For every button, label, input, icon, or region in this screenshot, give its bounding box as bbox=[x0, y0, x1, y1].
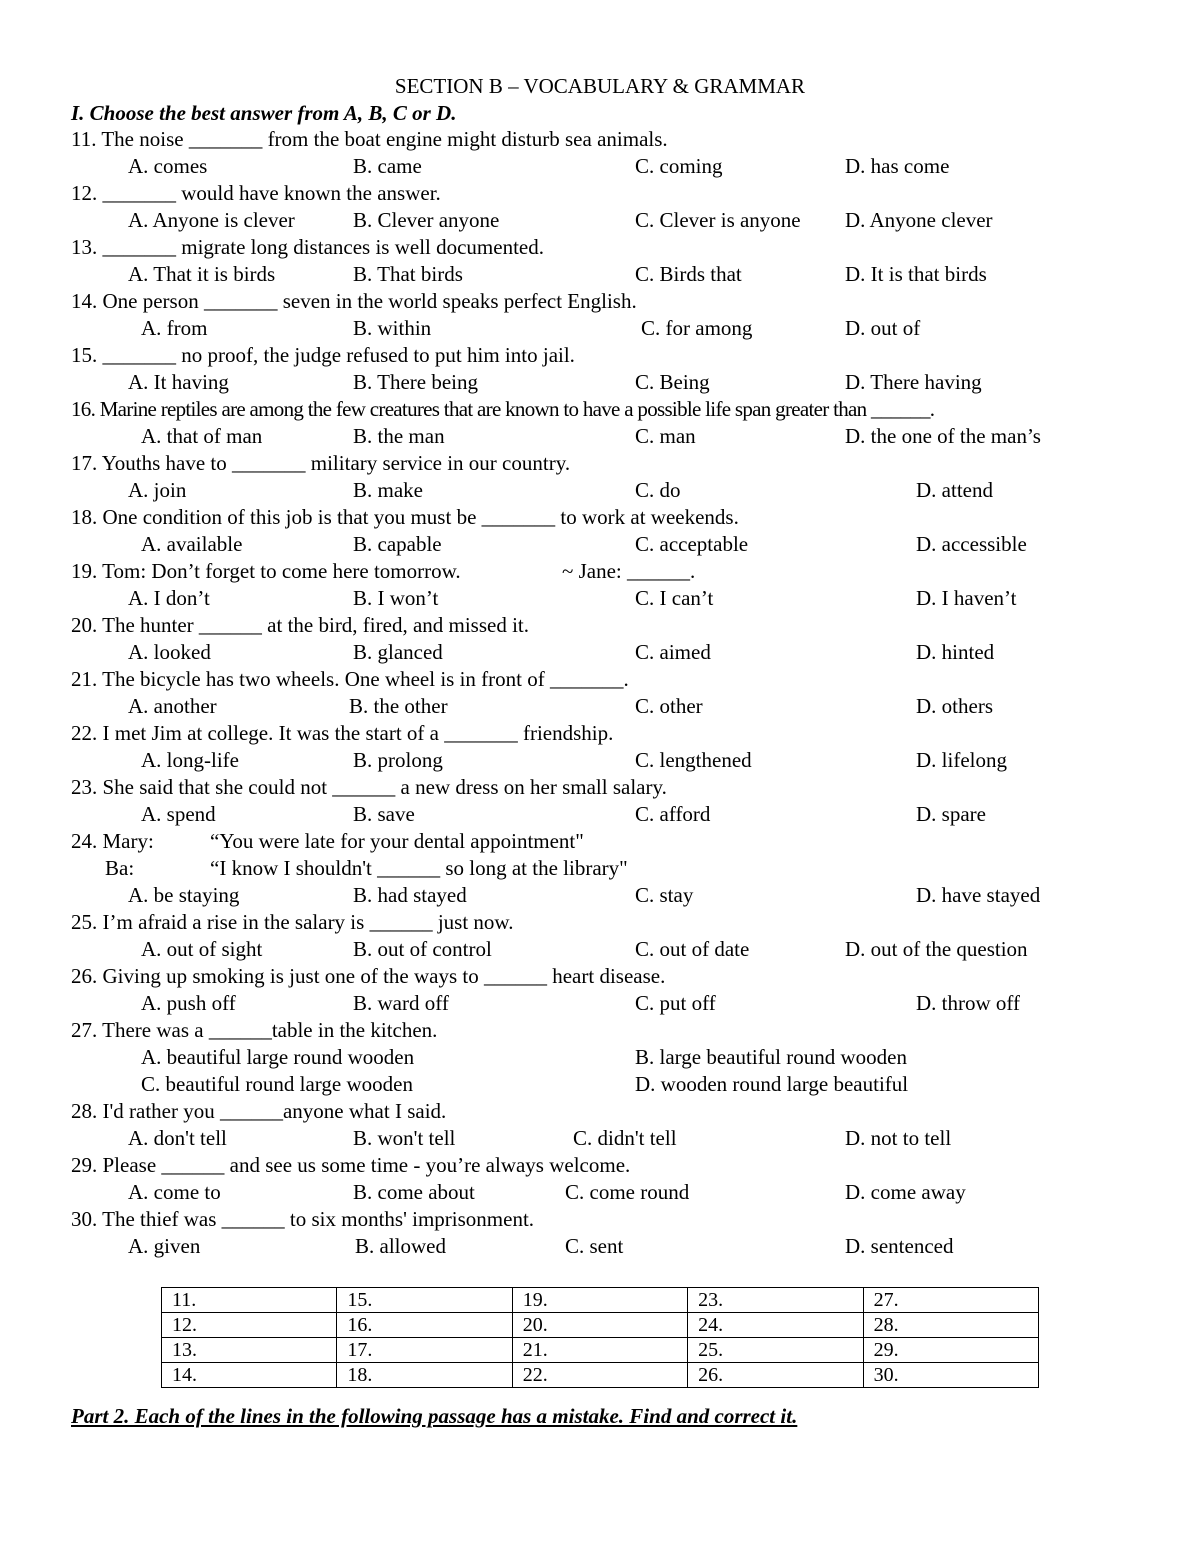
answer-grid-row bbox=[162, 1338, 1039, 1363]
option-a[interactable]: A. that of man bbox=[141, 424, 263, 448]
answer-grid-row bbox=[162, 1363, 1039, 1388]
option-d[interactable]: D. There having bbox=[845, 370, 982, 394]
option-b[interactable]: B. capable bbox=[353, 532, 442, 556]
answer-cell[interactable]: 18. bbox=[337, 1363, 512, 1388]
option-c[interactable]: C. other bbox=[635, 694, 703, 718]
question-21 bbox=[71, 666, 1151, 720]
answer-cell[interactable]: 15. bbox=[337, 1288, 512, 1313]
option-a[interactable]: A. push off bbox=[141, 991, 236, 1015]
option-b[interactable]: B. ward off bbox=[353, 991, 449, 1015]
question-stem: 12. _______ would have known the answer. bbox=[71, 181, 441, 205]
question-20 bbox=[71, 612, 1151, 666]
question-stem: 11. The noise _______ from the boat engine might disturb sea animals. bbox=[71, 127, 668, 151]
option-a[interactable]: A. join bbox=[128, 478, 187, 502]
question-14 bbox=[71, 288, 1151, 342]
question-stem: 28. I'd rather you ______anyone what I said. bbox=[71, 1099, 447, 1123]
answer-grid bbox=[161, 1287, 1039, 1388]
question-stem: 24. Mary: bbox=[71, 829, 154, 853]
option-c[interactable]: C. for among bbox=[641, 316, 753, 340]
option-c[interactable]: C. afford bbox=[635, 802, 711, 826]
answer-cell[interactable]: 21. bbox=[512, 1338, 687, 1363]
option-b[interactable]: B. Clever anyone bbox=[353, 208, 500, 232]
option-c[interactable]: C. I can’t bbox=[635, 586, 714, 610]
section-title: SECTION B – VOCABULARY & GRAMMAR bbox=[394, 74, 806, 98]
option-d[interactable]: D. lifelong bbox=[916, 748, 1007, 772]
option-a[interactable]: A. I don’t bbox=[128, 586, 210, 610]
question-stem: 25. I’m afraid a rise in the salary is ______ just now. bbox=[71, 910, 514, 934]
option-c[interactable]: C. aimed bbox=[635, 640, 711, 664]
option-a[interactable]: A. It having bbox=[128, 370, 229, 394]
question-15 bbox=[71, 342, 1151, 396]
option-c[interactable]: C. man bbox=[635, 424, 696, 448]
answer-grid-row bbox=[162, 1288, 1039, 1313]
option-b[interactable]: B. make bbox=[353, 478, 423, 502]
option-d[interactable]: D. sentenced bbox=[845, 1234, 954, 1258]
question-stem-reply: ~ Jane: ______. bbox=[562, 559, 696, 583]
option-d[interactable]: D. accessible bbox=[916, 532, 1027, 556]
option-d[interactable]: D. come away bbox=[845, 1180, 966, 1204]
question-stem: 22. I met Jim at college. It was the start of a _______ friendship. bbox=[71, 721, 614, 745]
question-stem: 23. She said that she could not ______ a new dress on her small salary. bbox=[71, 775, 667, 799]
option-d[interactable]: D. has come bbox=[845, 154, 950, 178]
option-c[interactable]: C. beautiful round large wooden bbox=[141, 1072, 413, 1096]
speaker-label: Ba: bbox=[105, 856, 135, 880]
option-a[interactable]: A. Anyone is clever bbox=[128, 208, 295, 232]
dialogue-line: “You were late for your dental appointment" bbox=[210, 829, 584, 853]
option-b[interactable]: B. out of control bbox=[353, 937, 492, 961]
answer-cell[interactable]: 11. bbox=[162, 1288, 337, 1313]
option-a[interactable]: A. be staying bbox=[128, 883, 240, 907]
answer-cell[interactable]: 17. bbox=[337, 1338, 512, 1363]
question-25 bbox=[71, 909, 1151, 963]
question-stem: 19. Tom: Don’t forget to come here tomorrow. bbox=[71, 559, 461, 583]
question-stem: 21. The bicycle has two wheels. One wheel is in front of _______. bbox=[71, 667, 629, 691]
option-a[interactable]: A. comes bbox=[128, 154, 208, 178]
answer-cell[interactable]: 24. bbox=[688, 1313, 863, 1338]
option-b[interactable]: B. come about bbox=[353, 1180, 475, 1204]
option-d[interactable]: D. spare bbox=[916, 802, 986, 826]
option-a[interactable]: A. That it is birds bbox=[128, 262, 276, 286]
option-c[interactable]: C. do bbox=[635, 478, 681, 502]
question-23 bbox=[71, 774, 1151, 828]
answer-cell[interactable]: 14. bbox=[162, 1363, 337, 1388]
option-b[interactable]: B. save bbox=[353, 802, 415, 826]
question-stem: 13. _______ migrate long distances is well documented. bbox=[71, 235, 544, 259]
question-28 bbox=[71, 1098, 1151, 1152]
answer-cell[interactable]: 30. bbox=[863, 1363, 1038, 1388]
answer-cell[interactable]: 23. bbox=[688, 1288, 863, 1313]
option-d[interactable]: D. hinted bbox=[916, 640, 995, 664]
option-c[interactable]: C. sent bbox=[565, 1234, 624, 1258]
answer-cell[interactable]: 25. bbox=[688, 1338, 863, 1363]
question-stem: 30. The thief was ______ to six months' imprisonment. bbox=[71, 1207, 535, 1231]
question-12 bbox=[71, 180, 1151, 234]
option-d[interactable]: D. have stayed bbox=[916, 883, 1041, 907]
question-list bbox=[71, 126, 1151, 1260]
answer-cell[interactable]: 16. bbox=[337, 1313, 512, 1338]
answer-cell[interactable]: 19. bbox=[512, 1288, 687, 1313]
question-stem: 16. Marine reptiles are among the few creatures that are known to have a possible life span greater than ______. bbox=[71, 397, 935, 421]
option-c[interactable]: C. coming bbox=[635, 154, 723, 178]
option-d[interactable]: D. wooden round large beautiful bbox=[635, 1072, 909, 1096]
answer-cell[interactable]: 22. bbox=[512, 1363, 687, 1388]
question-stem: 20. The hunter ______ at the bird, fired, and missed it. bbox=[71, 613, 530, 637]
option-c[interactable]: C. lengthened bbox=[635, 748, 752, 772]
answer-cell[interactable]: 29. bbox=[863, 1338, 1038, 1363]
question-13 bbox=[71, 234, 1151, 288]
dialogue-line: “I know I shouldn't ______ so long at the library" bbox=[210, 856, 628, 880]
question-18 bbox=[71, 504, 1151, 558]
answer-cell[interactable]: 27. bbox=[863, 1288, 1038, 1313]
option-b[interactable]: B. the man bbox=[353, 424, 445, 448]
option-b[interactable]: B. I won’t bbox=[353, 586, 439, 610]
option-c[interactable]: C. Clever is anyone bbox=[635, 208, 801, 232]
part2-heading: Part 2. Each of the lines in the following passage has a mistake. Find and correct it. bbox=[71, 1404, 798, 1428]
question-stem: 27. There was a ______table in the kitchen. bbox=[71, 1018, 438, 1042]
answer-cell[interactable]: 28. bbox=[863, 1313, 1038, 1338]
option-d[interactable]: D. attend bbox=[916, 478, 993, 502]
option-c[interactable]: C. out of date bbox=[635, 937, 750, 961]
option-b[interactable]: B. the other bbox=[349, 694, 448, 718]
question-11 bbox=[71, 126, 1151, 180]
option-d[interactable]: D. the one of the man’s bbox=[845, 424, 1041, 448]
option-b[interactable]: B. There being bbox=[353, 370, 478, 394]
option-d[interactable]: D. Anyone clever bbox=[845, 208, 993, 232]
question-30 bbox=[71, 1206, 1151, 1260]
option-a[interactable]: A. out of sight bbox=[141, 937, 263, 961]
option-c[interactable]: C. didn't tell bbox=[573, 1126, 677, 1150]
question-stem: 29. Please ______ and see us some time - you’re always welcome. bbox=[71, 1153, 631, 1177]
option-d[interactable]: D. out of bbox=[845, 316, 921, 340]
option-d[interactable]: D. not to tell bbox=[845, 1126, 952, 1150]
option-b[interactable]: B. won't tell bbox=[353, 1126, 456, 1150]
option-d[interactable]: D. I haven’t bbox=[916, 586, 1017, 610]
instruction: I. Choose the best answer from A, B, C or D. bbox=[71, 101, 457, 125]
option-c[interactable]: C. Birds that bbox=[635, 262, 742, 286]
question-29 bbox=[71, 1152, 1151, 1206]
answer-cell[interactable]: 26. bbox=[688, 1363, 863, 1388]
option-a[interactable]: A. from bbox=[141, 316, 208, 340]
question-16 bbox=[71, 396, 1151, 450]
answer-cell[interactable]: 13. bbox=[162, 1338, 337, 1363]
option-c[interactable]: C. come round bbox=[565, 1180, 690, 1204]
answer-cell[interactable]: 20. bbox=[512, 1313, 687, 1338]
option-b[interactable]: B. prolong bbox=[353, 748, 443, 772]
option-b[interactable]: B. That birds bbox=[353, 262, 463, 286]
question-19 bbox=[71, 558, 1151, 612]
option-b[interactable]: B. large beautiful round wooden bbox=[635, 1045, 907, 1069]
question-22 bbox=[71, 720, 1151, 774]
question-24 bbox=[71, 828, 1151, 909]
option-b[interactable]: B. within bbox=[353, 316, 432, 340]
option-a[interactable]: A. long-life bbox=[141, 748, 239, 772]
option-a[interactable]: A. looked bbox=[128, 640, 211, 664]
option-c[interactable]: C. stay bbox=[635, 883, 694, 907]
option-c[interactable]: C. Being bbox=[635, 370, 710, 394]
option-a[interactable]: A. spend bbox=[141, 802, 216, 826]
question-27 bbox=[71, 1017, 1151, 1098]
option-a[interactable]: A. come to bbox=[128, 1180, 221, 1204]
option-d[interactable]: D. It is that birds bbox=[845, 262, 987, 286]
option-a[interactable]: A. don't tell bbox=[128, 1126, 227, 1150]
question-stem: 14. One person _______ seven in the world speaks perfect English. bbox=[71, 289, 637, 313]
question-26 bbox=[71, 963, 1151, 1017]
answer-cell[interactable]: 12. bbox=[162, 1313, 337, 1338]
option-b[interactable]: B. came bbox=[353, 154, 422, 178]
question-17 bbox=[71, 450, 1151, 504]
question-stem: 18. One condition of this job is that you must be _______ to work at weekends. bbox=[71, 505, 739, 529]
option-d[interactable]: D. out of the question bbox=[845, 937, 1028, 961]
option-b[interactable]: B. had stayed bbox=[353, 883, 467, 907]
option-a[interactable]: A. beautiful large round wooden bbox=[141, 1045, 415, 1069]
option-a[interactable]: A. another bbox=[128, 694, 217, 718]
option-c[interactable]: C. put off bbox=[635, 991, 716, 1015]
option-c[interactable]: C. acceptable bbox=[635, 532, 749, 556]
option-b[interactable]: B. glanced bbox=[353, 640, 443, 664]
answer-grid-row bbox=[162, 1313, 1039, 1338]
question-stem: 15. _______ no proof, the judge refused to put him into jail. bbox=[71, 343, 575, 367]
option-d[interactable]: D. throw off bbox=[916, 991, 1021, 1015]
question-stem: 26. Giving up smoking is just one of the ways to ______ heart disease. bbox=[71, 964, 666, 988]
option-a[interactable]: A. given bbox=[128, 1234, 201, 1258]
option-b[interactable]: B. allowed bbox=[355, 1234, 446, 1258]
question-stem: 17. Youths have to _______ military service in our country. bbox=[71, 451, 571, 475]
option-a[interactable]: A. available bbox=[141, 532, 243, 556]
option-d[interactable]: D. others bbox=[916, 694, 993, 718]
